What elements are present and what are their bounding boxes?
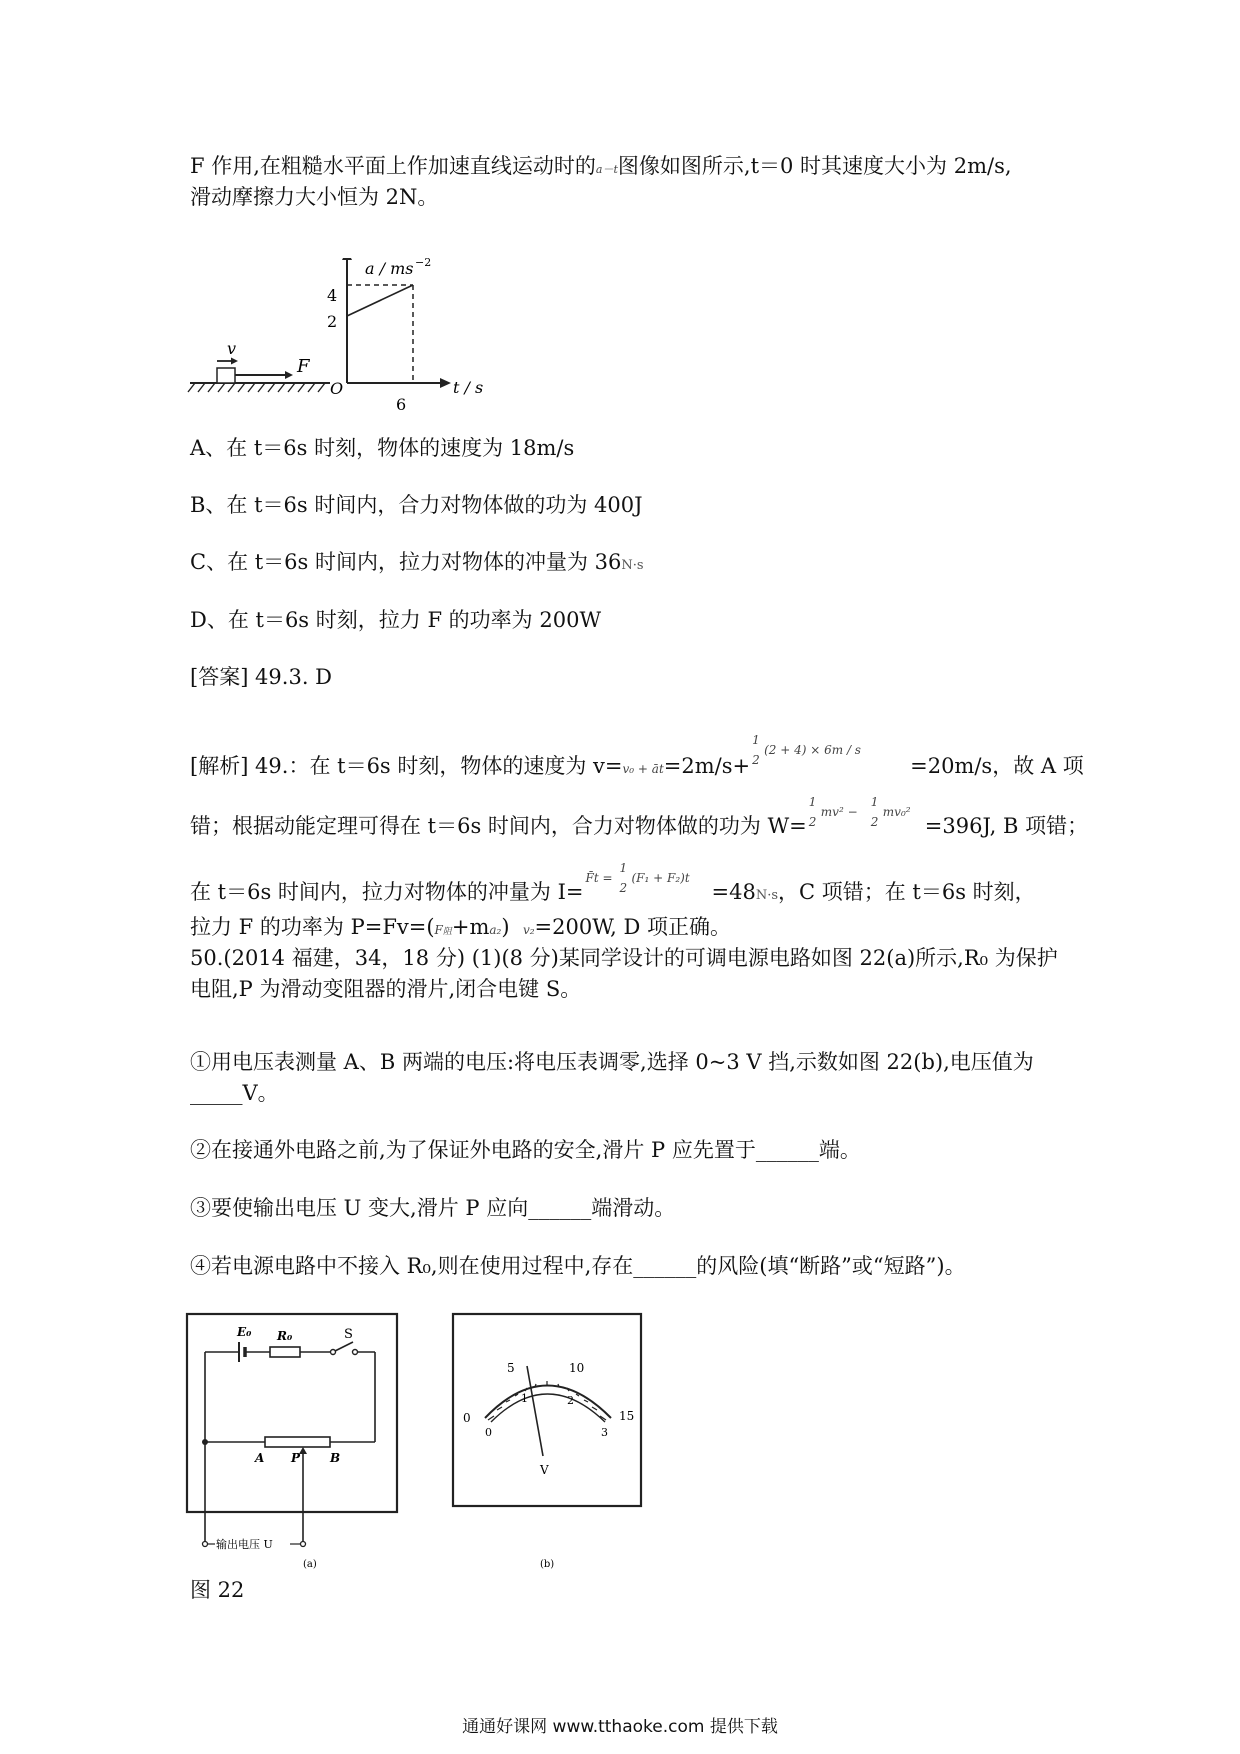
at-formula: a－t <box>595 163 618 176</box>
intro-line-1 <box>190 152 1012 184</box>
analysis-text: =2m/s+ <box>663 754 751 778</box>
formula-part: 阻 <box>442 927 452 937</box>
formula-part: F <box>434 923 443 937</box>
formula-part: v₂ <box>522 923 535 937</box>
analysis-text: =396J, B 项错； <box>924 814 1089 838</box>
label-R0: R₀ <box>277 1329 293 1343</box>
option-C <box>190 548 644 580</box>
meter-frame <box>453 1314 641 1506</box>
q50-subq-3: ③要使输出电压 U 变大,滑片 P 应向______端滑动。 <box>190 1196 676 1220</box>
formula-part: (F₁ + F₂)t <box>631 871 690 885</box>
option-C-text: C、在 t＝6s 时间内，拉力对物体的冲量为 36 <box>190 550 622 574</box>
q50-subq-1b: _____V。 <box>190 1081 279 1105</box>
label-B: B <box>330 1451 341 1465</box>
circuit-frame <box>187 1314 397 1512</box>
option-C-unit: N·s <box>621 558 644 573</box>
q50-subq-1a: ①用电压表测量 A、B 两端的电压:将电压表调零,选择 0~3 V 挡,示数如图 22(b),电压值为 <box>190 1050 1034 1074</box>
analysis-text: ，C 项错；在 t＝6s 时刻， <box>778 880 1036 904</box>
analysis-text: +m <box>451 915 490 939</box>
formula-part: mv² − <box>820 805 858 819</box>
label-A: A <box>255 1451 265 1465</box>
label-S: S <box>344 1327 353 1342</box>
analysis-text: =20m/s，故 A 项 <box>910 754 1084 778</box>
answer: [答案] 49.3. D <box>190 665 333 689</box>
option-D: D、在 t＝6s 时刻，拉力 F 的功率为 200W <box>190 608 602 632</box>
resistor-R0 <box>270 1347 300 1357</box>
label-P: P <box>291 1451 301 1465</box>
figure-22b-voltmeter <box>447 1308 647 1570</box>
option-A: A、在 t＝6s 时刻，物体的速度为 18m/s <box>190 436 575 460</box>
label-E0: E₀ <box>237 1325 252 1339</box>
unit-V: V <box>540 1463 549 1477</box>
inner-2: 2 <box>567 1394 574 1407</box>
rheostat <box>265 1437 330 1447</box>
formula-part: F̄t = <box>585 871 613 885</box>
footer: 通通好课网 www.tthaoke.com 提供下载 <box>462 1717 778 1737</box>
formula-v0-at: v₀ + āt <box>622 762 664 776</box>
a-t-line <box>347 285 413 316</box>
unit-Ns: N·s <box>755 888 779 903</box>
analysis-text: ) <box>501 915 510 939</box>
inner-0: 0 <box>485 1426 492 1439</box>
analysis-text: =48 <box>711 880 756 904</box>
outer-10: 10 <box>569 1361 585 1375</box>
analysis-line-3 <box>190 861 1036 910</box>
x-axis-label: t / s <box>453 378 484 397</box>
ground-hatching <box>188 383 325 392</box>
force-arrowhead <box>285 371 293 379</box>
intro-line-2: 滑动摩擦力大小恒为 2N。 <box>190 185 439 209</box>
F-label: F <box>297 356 310 377</box>
analysis-line-1 <box>190 733 1084 783</box>
figure-a-t-graph <box>185 258 545 418</box>
caption-b: (b) <box>540 1559 555 1570</box>
analysis-text: =200W, D 项正确。 <box>534 915 731 939</box>
intro-text-b: 图像如图所示,t＝0 时其速度大小为 2m/s, <box>617 154 1012 178</box>
intro-text-a: F 作用,在粗糙水平面上作加速直线运动时的 <box>190 154 596 178</box>
v-label: v <box>227 339 237 358</box>
formula-part: a₂ <box>489 923 502 937</box>
q50-subq-2: ②在接通外电路之前,为了保证外电路的安全,滑片 P 应先置于______端。 <box>190 1138 861 1162</box>
x-tick-6: 6 <box>396 395 407 414</box>
block <box>217 368 235 383</box>
formula-work: 1 2 mv² − 1 2 mv₀² <box>808 795 911 829</box>
figure-22-title: 图 22 <box>190 1578 245 1602</box>
outer-5: 5 <box>507 1361 515 1375</box>
y-tick-4: 4 <box>327 286 338 305</box>
q50-line-2: 电阻,P 为滑动变阻器的滑片,闭合电键 S。 <box>190 977 582 1001</box>
analysis-text: 在 t＝6s 时间内，拉力对物体的冲量为 I= <box>190 880 584 904</box>
origin-label: O <box>330 379 344 398</box>
q50-subq-4: ④若电源电路中不接入 R₀,则在使用过程中,存在______的风险(填“断路”或“短路”)。 <box>190 1254 966 1278</box>
figure-22a-circuit <box>185 1312 405 1570</box>
y-axis-label: a / ms <box>365 259 414 278</box>
analysis-text: [解析] 49.：在 t＝6s 时刻，物体的速度为 v= <box>190 754 623 778</box>
frac-body: (2 + 4) × 6m / s <box>764 743 861 757</box>
y-axis-exponent: −2 <box>415 258 432 269</box>
analysis-line-4 <box>190 913 731 946</box>
q50-line-1: 50.(2014 福建，34，18 分) (1)(8 分)某同学设计的可调电源电路如图 22(a)所示,R₀ 为保护 <box>190 946 1058 970</box>
y-axis-arrowhead <box>342 258 352 260</box>
analysis-text: 错；根据动能定理可得在 t＝6s 时间内，合力对物体做的功为 W= <box>190 814 807 838</box>
inner-3: 3 <box>601 1426 608 1439</box>
outer-0: 0 <box>463 1411 471 1425</box>
velocity-arrowhead <box>231 358 238 365</box>
analysis-line-2 <box>190 795 1089 840</box>
frac-top: 1 <box>752 733 760 747</box>
option-B: B、在 t＝6s 时间内，合力对物体做的功为 400J <box>190 493 643 517</box>
formula-impulse: F̄t = 1 2 (F₁ + F₂)t <box>585 861 690 895</box>
frac-bot: 2 <box>752 753 760 767</box>
formula-area <box>750 733 910 780</box>
formula-part: mv₀² <box>882 805 911 819</box>
output-label: 输出电压 U <box>216 1538 273 1551</box>
inner-1: 1 <box>521 1392 528 1405</box>
caption-a: (a) <box>303 1559 317 1570</box>
analysis-text: 拉力 F 的功率为 P=Fv=( <box>190 915 435 939</box>
y-tick-2: 2 <box>327 312 338 331</box>
outer-15: 15 <box>619 1409 635 1423</box>
x-axis-arrowhead <box>440 378 451 388</box>
